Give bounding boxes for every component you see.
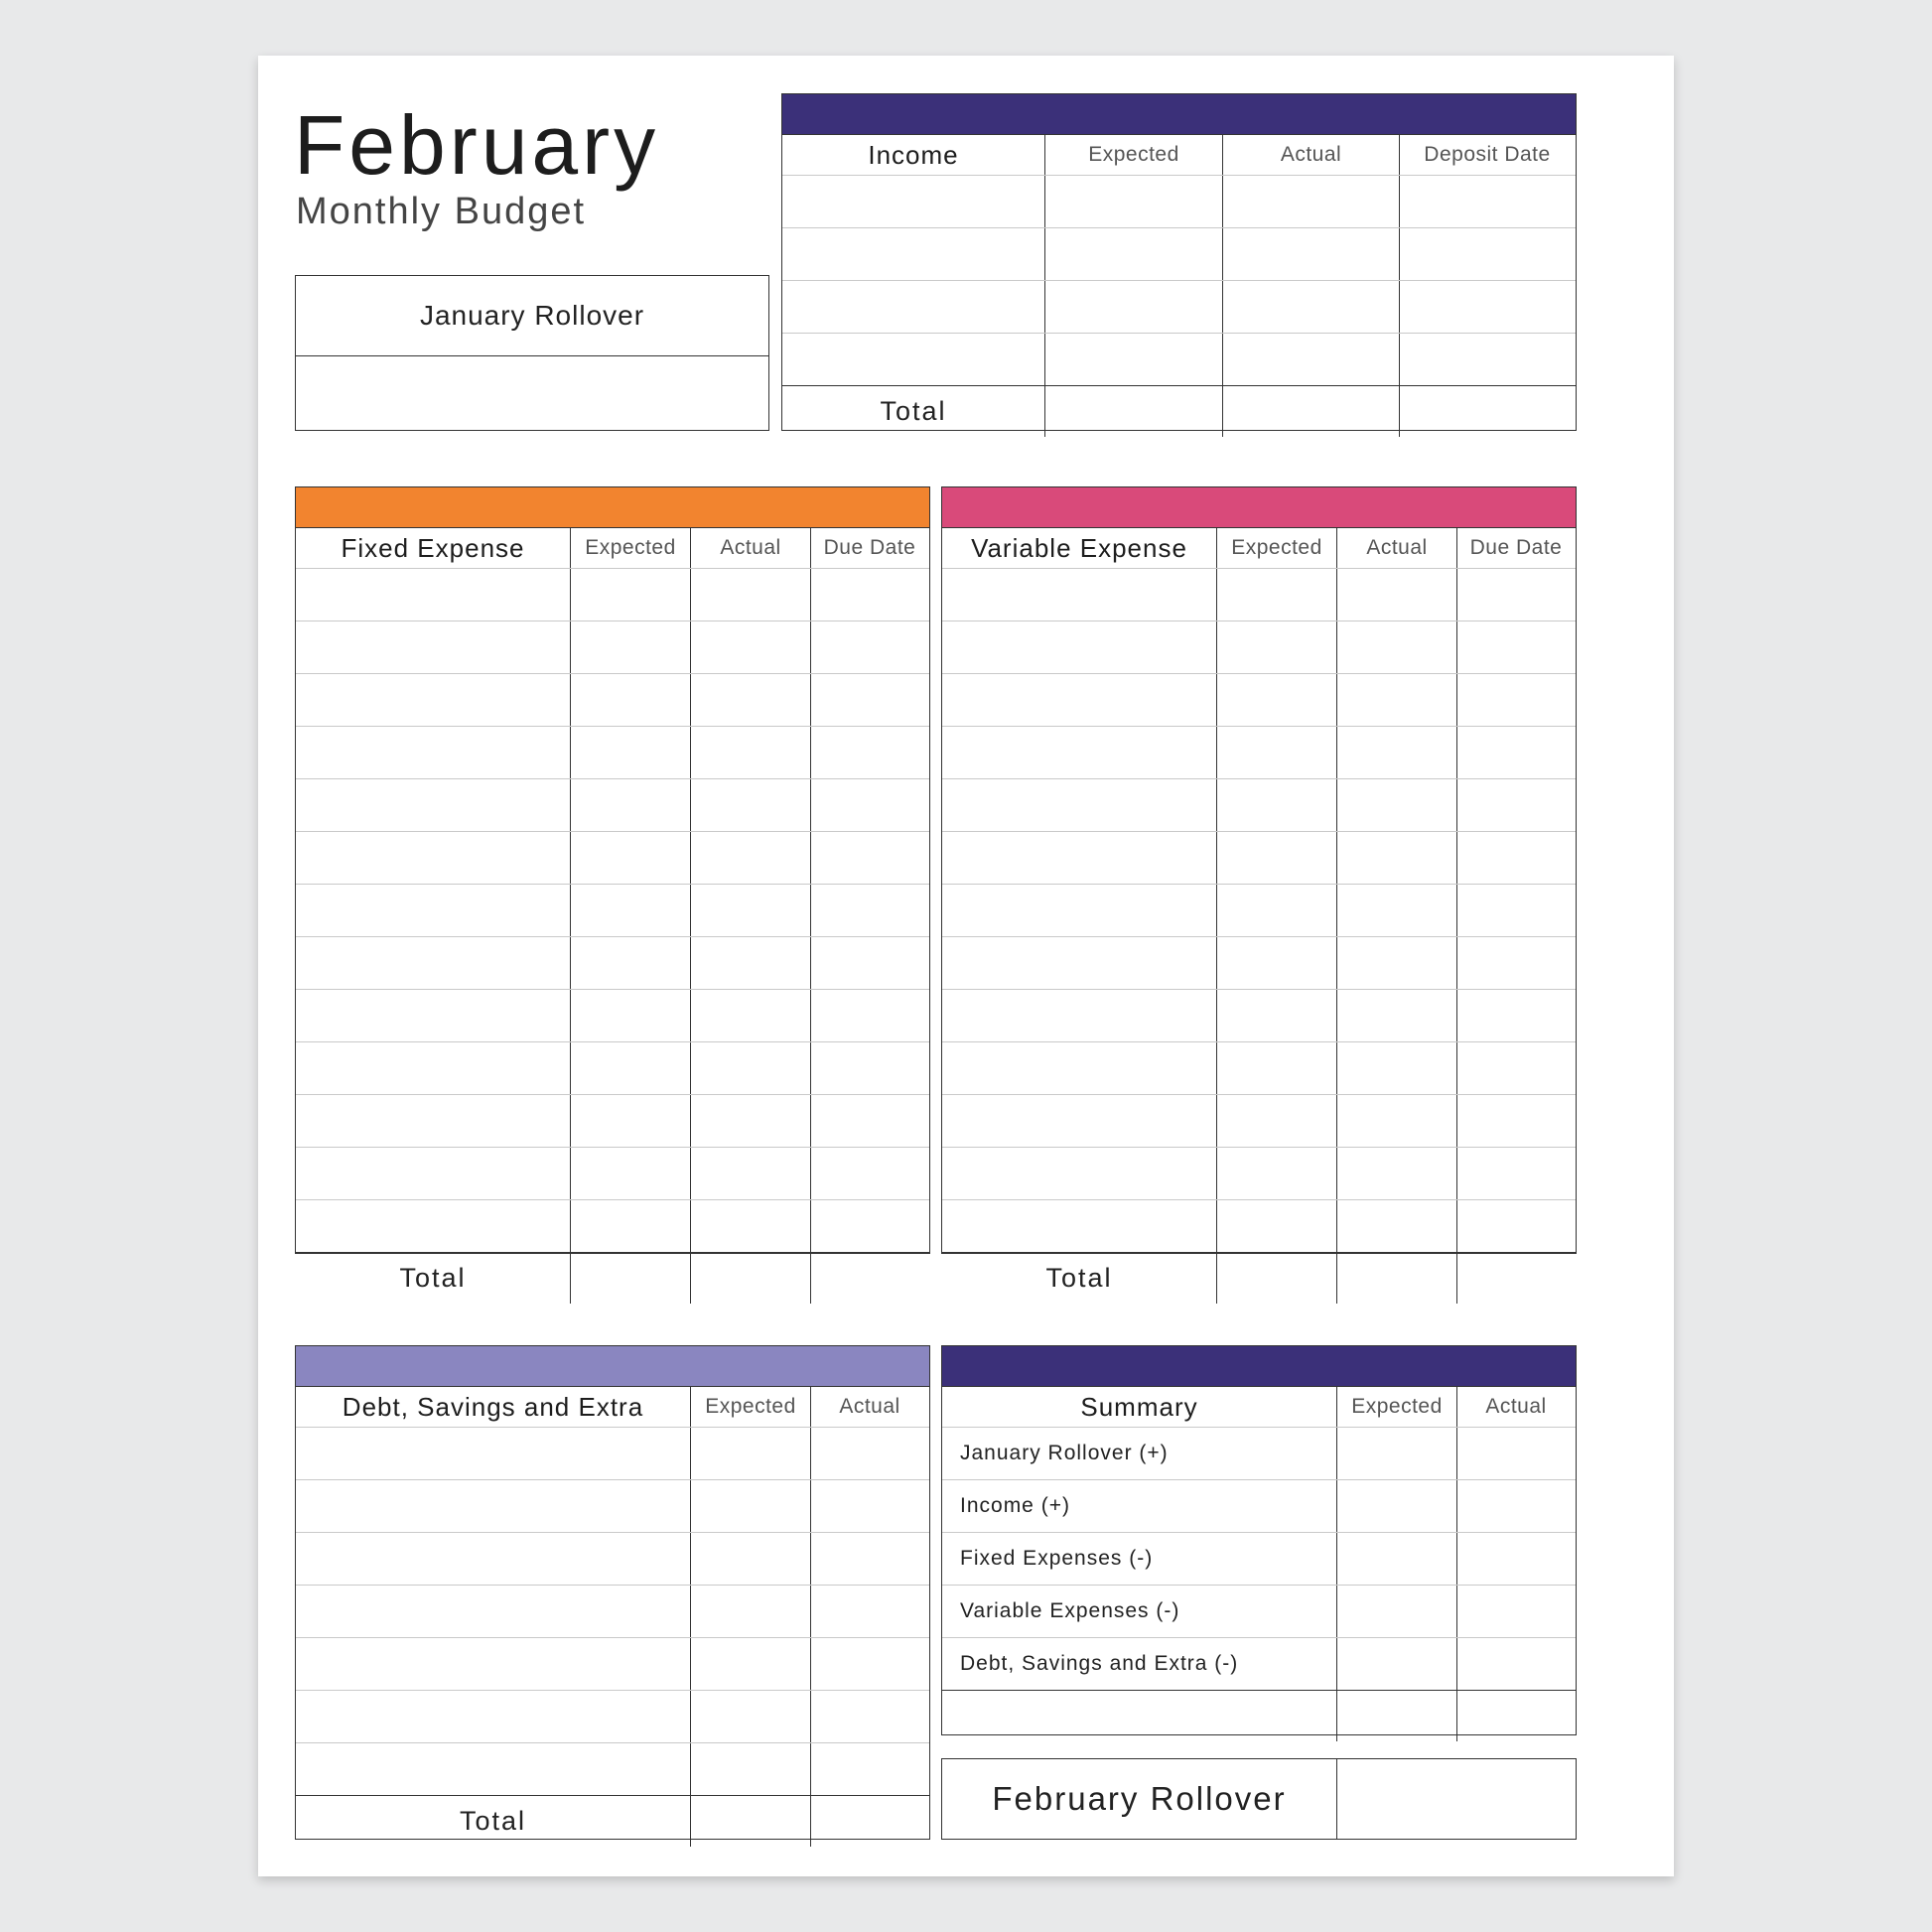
- summary-value-cell[interactable]: [1457, 1480, 1575, 1532]
- entry-cell[interactable]: [691, 885, 811, 936]
- entry-cell[interactable]: [1045, 176, 1223, 227]
- summary-row: [942, 1533, 1576, 1586]
- entry-cell[interactable]: [811, 1480, 928, 1532]
- entry-cell[interactable]: [296, 1533, 691, 1585]
- entry-cell[interactable]: [571, 674, 691, 726]
- actual-col-header: Actual: [839, 1395, 900, 1418]
- entry-cell[interactable]: [1400, 176, 1575, 227]
- summary-value-cell[interactable]: [1337, 1533, 1457, 1585]
- entry-cell[interactable]: [811, 727, 928, 778]
- entry-row: [296, 990, 929, 1042]
- entry-cell[interactable]: [571, 1148, 691, 1199]
- summary-item-label: Income (+): [942, 1480, 1337, 1532]
- debt-col-header: Debt, Savings and Extra: [296, 1387, 691, 1427]
- actual-col-header: Actual: [1223, 135, 1400, 175]
- entry-cell[interactable]: [691, 1480, 811, 1532]
- entry-cell[interactable]: [296, 621, 571, 673]
- entry-cell[interactable]: [1337, 832, 1457, 884]
- entry-cell[interactable]: [1457, 1200, 1575, 1252]
- deposit-date-col-header: Deposit Date: [1424, 143, 1551, 166]
- entry-cell[interactable]: [691, 937, 811, 989]
- entry-cell[interactable]: [296, 1586, 691, 1637]
- entry-cell[interactable]: [942, 1148, 1217, 1199]
- entry-cell[interactable]: [942, 990, 1217, 1041]
- entry-cell[interactable]: [942, 621, 1217, 673]
- total-cell[interactable]: [691, 1253, 811, 1304]
- income-table: [781, 93, 1577, 431]
- entry-cell[interactable]: [1223, 176, 1400, 227]
- entry-cell[interactable]: [1457, 779, 1575, 831]
- entry-row: [942, 937, 1576, 990]
- total-cell[interactable]: [1217, 1253, 1337, 1304]
- entry-cell[interactable]: [1400, 228, 1575, 280]
- entry-cell[interactable]: [811, 674, 928, 726]
- entry-cell[interactable]: [691, 1095, 811, 1147]
- summary-item-label: Debt, Savings and Extra (-): [942, 1638, 1337, 1690]
- entry-cell[interactable]: [1223, 334, 1400, 385]
- entry-cell[interactable]: [1337, 1095, 1457, 1147]
- january-rollover-label: January Rollover: [296, 276, 768, 356]
- entry-cell[interactable]: [1217, 621, 1337, 673]
- entry-cell[interactable]: [1045, 228, 1223, 280]
- entry-row: [942, 1095, 1576, 1148]
- entry-cell[interactable]: [691, 727, 811, 778]
- entry-row: [942, 990, 1576, 1042]
- total-cell[interactable]: [1457, 1253, 1575, 1304]
- entry-cell[interactable]: [1337, 990, 1457, 1041]
- expected-col-header: Expected: [1337, 1387, 1457, 1427]
- entry-cell[interactable]: [1217, 727, 1337, 778]
- entry-cell[interactable]: [1217, 832, 1337, 884]
- variable-body: [942, 569, 1576, 1252]
- entry-cell[interactable]: [691, 1743, 811, 1795]
- entry-cell[interactable]: [942, 569, 1217, 621]
- entry-cell[interactable]: [691, 1042, 811, 1094]
- entry-row: [296, 885, 929, 937]
- entry-cell[interactable]: [691, 832, 811, 884]
- entry-cell[interactable]: [691, 1638, 811, 1690]
- entry-row: [296, 937, 929, 990]
- entry-row: [296, 779, 929, 832]
- variable-expense-col-header: Variable Expense: [942, 528, 1217, 568]
- entry-cell[interactable]: [571, 779, 691, 831]
- entry-cell[interactable]: [296, 1148, 571, 1199]
- variable-color-bar: [942, 487, 1576, 528]
- entry-cell[interactable]: [811, 1533, 928, 1585]
- entry-cell[interactable]: [811, 1148, 928, 1199]
- entry-cell[interactable]: [571, 727, 691, 778]
- entry-row: [296, 1042, 929, 1095]
- entry-cell[interactable]: [571, 1095, 691, 1147]
- income-col-header: Income: [782, 135, 1045, 175]
- entry-row: [296, 1095, 929, 1148]
- entry-row: [296, 1638, 929, 1691]
- entry-cell[interactable]: [296, 1095, 571, 1147]
- fixed-expense-col-header: Fixed Expense: [296, 528, 571, 568]
- entry-cell[interactable]: [571, 885, 691, 936]
- entry-row: [296, 1148, 929, 1200]
- actual-col-header: Actual: [1337, 528, 1457, 568]
- entry-cell[interactable]: [691, 1200, 811, 1252]
- entry-cell[interactable]: [296, 937, 571, 989]
- entry-row: [782, 176, 1576, 228]
- entry-cell[interactable]: [1337, 779, 1457, 831]
- budget-page: [258, 56, 1674, 1876]
- entry-cell[interactable]: [1223, 281, 1400, 333]
- total-cell[interactable]: [811, 1253, 928, 1304]
- entry-cell[interactable]: [691, 1533, 811, 1585]
- entry-row: [782, 281, 1576, 334]
- summary-col-header: Summary: [942, 1387, 1337, 1427]
- entry-row: [296, 1428, 929, 1480]
- entry-row: [296, 569, 929, 621]
- entry-cell[interactable]: [1217, 569, 1337, 621]
- entry-cell[interactable]: [811, 621, 928, 673]
- entry-row: [296, 1691, 929, 1743]
- entry-cell[interactable]: [1457, 621, 1575, 673]
- entry-cell[interactable]: [691, 1586, 811, 1637]
- entry-cell[interactable]: [811, 1095, 928, 1147]
- entry-cell[interactable]: [691, 621, 811, 673]
- entry-cell[interactable]: [296, 1743, 691, 1795]
- entry-row: [942, 1042, 1576, 1095]
- entry-row: [296, 832, 929, 885]
- debt-total-row: [296, 1795, 929, 1847]
- debt-savings-table: [295, 1345, 930, 1840]
- entry-cell[interactable]: [296, 1691, 691, 1742]
- entry-row: [296, 727, 929, 779]
- entry-cell[interactable]: [1337, 621, 1457, 673]
- entry-cell[interactable]: [1045, 281, 1223, 333]
- fixed-color-bar: [296, 487, 929, 528]
- entry-row: [942, 727, 1576, 779]
- page-subtitle: Monthly Budget: [296, 191, 587, 232]
- entry-cell[interactable]: [1457, 569, 1575, 621]
- entry-cell[interactable]: [691, 1691, 811, 1742]
- entry-cell[interactable]: [811, 1042, 928, 1094]
- entry-cell[interactable]: [1217, 937, 1337, 989]
- summary-value-cell[interactable]: [1457, 1638, 1575, 1690]
- entry-cell[interactable]: [691, 569, 811, 621]
- entry-cell[interactable]: [1217, 1148, 1337, 1199]
- entry-cell[interactable]: [1400, 281, 1575, 333]
- entry-cell[interactable]: [1045, 334, 1223, 385]
- entry-cell[interactable]: [782, 281, 1045, 333]
- expected-col-header: Expected: [1045, 135, 1223, 175]
- entry-cell[interactable]: [811, 1638, 928, 1690]
- entry-cell[interactable]: [1457, 885, 1575, 936]
- entry-cell[interactable]: [571, 621, 691, 673]
- entry-row: [296, 1480, 929, 1533]
- entry-cell[interactable]: [942, 832, 1217, 884]
- entry-cell[interactable]: [1457, 674, 1575, 726]
- expected-col-header: Expected: [1217, 528, 1337, 568]
- summary-value-cell[interactable]: [1337, 1480, 1457, 1532]
- total-label: Total: [296, 1253, 571, 1304]
- summary-table: [941, 1345, 1577, 1735]
- summary-value-cell[interactable]: [1457, 1586, 1575, 1637]
- entry-cell[interactable]: [942, 937, 1217, 989]
- entry-row: [296, 1586, 929, 1638]
- entry-row: [942, 779, 1576, 832]
- entry-cell[interactable]: [691, 990, 811, 1041]
- entry-cell[interactable]: [1457, 727, 1575, 778]
- entry-cell[interactable]: [571, 1042, 691, 1094]
- fixed-header-row: [296, 528, 929, 569]
- debt-header-row: [296, 1387, 929, 1428]
- entry-cell[interactable]: [296, 1480, 691, 1532]
- entry-row: [942, 621, 1576, 674]
- summary-value-cell[interactable]: [1457, 1428, 1575, 1479]
- fixed-body: [296, 569, 929, 1252]
- entry-cell[interactable]: [1217, 674, 1337, 726]
- entry-cell[interactable]: [1223, 228, 1400, 280]
- entry-cell[interactable]: [942, 1200, 1217, 1252]
- january-rollover-field[interactable]: [296, 356, 768, 431]
- summary-row: [942, 1586, 1576, 1638]
- entry-cell[interactable]: [296, 727, 571, 778]
- entry-row: [942, 1200, 1576, 1252]
- entry-cell[interactable]: [942, 674, 1217, 726]
- entry-row: [296, 1200, 929, 1252]
- entry-cell[interactable]: [811, 1428, 928, 1479]
- variable-total-row: [942, 1252, 1576, 1304]
- entry-cell[interactable]: [811, 990, 928, 1041]
- entry-cell[interactable]: [1337, 1200, 1457, 1252]
- total-cell[interactable]: [1337, 1253, 1457, 1304]
- entry-cell[interactable]: [1337, 1042, 1457, 1094]
- entry-cell[interactable]: [1217, 990, 1337, 1041]
- entry-cell[interactable]: [1457, 1148, 1575, 1199]
- page-title: February: [294, 98, 660, 192]
- january-rollover-box: [295, 275, 769, 431]
- income-color-bar: [782, 94, 1576, 135]
- summary-value-cell[interactable]: [1337, 1428, 1457, 1479]
- entry-cell[interactable]: [296, 1200, 571, 1252]
- entry-cell[interactable]: [1400, 334, 1575, 385]
- total-cell[interactable]: [1400, 386, 1575, 437]
- entry-cell[interactable]: [1217, 885, 1337, 936]
- entry-cell[interactable]: [1457, 832, 1575, 884]
- entry-cell[interactable]: [296, 674, 571, 726]
- summary-item-label: Fixed Expenses (-): [942, 1533, 1337, 1585]
- entry-cell[interactable]: [571, 832, 691, 884]
- entry-cell[interactable]: [296, 779, 571, 831]
- entry-row: [942, 674, 1576, 727]
- entry-row: [782, 228, 1576, 281]
- total-cell[interactable]: [811, 1796, 928, 1847]
- entry-cell[interactable]: [782, 334, 1045, 385]
- summary-body: [942, 1428, 1576, 1690]
- entry-cell[interactable]: [571, 569, 691, 621]
- entry-cell[interactable]: [942, 727, 1217, 778]
- total-cell[interactable]: [1045, 386, 1223, 437]
- due-date-col-header: Due Date: [1469, 536, 1563, 559]
- summary-value-cell[interactable]: [1337, 1586, 1457, 1637]
- summary-result-cell[interactable]: [942, 1691, 1337, 1741]
- entry-cell[interactable]: [811, 779, 928, 831]
- february-rollover-box: [941, 1758, 1577, 1840]
- income-body: [782, 176, 1576, 385]
- entry-cell[interactable]: [691, 1148, 811, 1199]
- summary-header-row: [942, 1387, 1576, 1428]
- entry-cell[interactable]: [296, 569, 571, 621]
- income-total-row: [782, 385, 1576, 437]
- entry-cell[interactable]: [1337, 569, 1457, 621]
- summary-row: [942, 1638, 1576, 1690]
- entry-row: [296, 674, 929, 727]
- entry-cell[interactable]: [1217, 1200, 1337, 1252]
- entry-cell[interactable]: [691, 674, 811, 726]
- total-cell[interactable]: [691, 1796, 811, 1847]
- entry-cell[interactable]: [811, 885, 928, 936]
- entry-cell[interactable]: [942, 779, 1217, 831]
- entry-cell[interactable]: [811, 1586, 928, 1637]
- entry-row: [296, 1743, 929, 1795]
- summary-result-cell[interactable]: [1337, 1691, 1457, 1741]
- entry-cell[interactable]: [942, 1095, 1217, 1147]
- fixed-total-row: [296, 1252, 929, 1304]
- entry-cell[interactable]: [1217, 779, 1337, 831]
- entry-cell[interactable]: [1217, 1095, 1337, 1147]
- february-rollover-label: February Rollover: [942, 1759, 1337, 1839]
- entry-row: [782, 334, 1576, 385]
- entry-cell[interactable]: [1337, 885, 1457, 936]
- entry-cell[interactable]: [1337, 674, 1457, 726]
- summary-row: [942, 1480, 1576, 1533]
- entry-cell[interactable]: [782, 176, 1045, 227]
- variable-header-row: [942, 528, 1576, 569]
- debt-body: [296, 1428, 929, 1795]
- entry-cell[interactable]: [296, 832, 571, 884]
- actual-col-header: Actual: [1485, 1395, 1547, 1418]
- entry-row: [296, 1533, 929, 1586]
- entry-row: [942, 1148, 1576, 1200]
- entry-row: [942, 832, 1576, 885]
- debt-color-bar: [296, 1346, 929, 1387]
- summary-result-row: [942, 1690, 1576, 1741]
- entry-cell[interactable]: [571, 1200, 691, 1252]
- entry-cell[interactable]: [1337, 727, 1457, 778]
- total-cell[interactable]: [1223, 386, 1400, 437]
- entry-cell[interactable]: [1217, 1042, 1337, 1094]
- summary-color-bar: [942, 1346, 1576, 1387]
- entry-cell[interactable]: [811, 832, 928, 884]
- entry-cell[interactable]: [691, 1428, 811, 1479]
- february-rollover-field[interactable]: [1337, 1759, 1576, 1839]
- entry-cell[interactable]: [571, 990, 691, 1041]
- expected-col-header: Expected: [571, 528, 691, 568]
- entry-cell[interactable]: [811, 569, 928, 621]
- entry-cell[interactable]: [296, 1042, 571, 1094]
- entry-cell[interactable]: [1457, 937, 1575, 989]
- summary-row: [942, 1428, 1576, 1480]
- entry-cell[interactable]: [811, 1691, 928, 1742]
- total-label: Total: [296, 1796, 691, 1847]
- entry-row: [942, 569, 1576, 621]
- entry-cell[interactable]: [296, 1638, 691, 1690]
- summary-item-label: Variable Expenses (-): [942, 1586, 1337, 1637]
- entry-row: [942, 885, 1576, 937]
- variable-expense-table: [941, 486, 1577, 1293]
- entry-cell[interactable]: [296, 885, 571, 936]
- entry-cell[interactable]: [1457, 990, 1575, 1041]
- total-cell[interactable]: [571, 1253, 691, 1304]
- due-date-col-header: Due Date: [823, 536, 916, 559]
- fixed-expense-table: [295, 486, 930, 1293]
- entry-row: [296, 621, 929, 674]
- actual-col-header: Actual: [691, 528, 811, 568]
- entry-cell[interactable]: [782, 228, 1045, 280]
- entry-cell[interactable]: [1337, 937, 1457, 989]
- summary-item-label: January Rollover (+): [942, 1428, 1337, 1479]
- entry-cell[interactable]: [296, 990, 571, 1041]
- entry-cell[interactable]: [1337, 1148, 1457, 1199]
- entry-cell[interactable]: [1457, 1042, 1575, 1094]
- entry-cell[interactable]: [1457, 1095, 1575, 1147]
- summary-value-cell[interactable]: [1337, 1638, 1457, 1690]
- entry-cell[interactable]: [942, 1042, 1217, 1094]
- expected-col-header: Expected: [691, 1387, 811, 1427]
- entry-cell[interactable]: [811, 1743, 928, 1795]
- entry-cell[interactable]: [296, 1428, 691, 1479]
- entry-cell[interactable]: [811, 937, 928, 989]
- entry-cell[interactable]: [811, 1200, 928, 1252]
- entry-cell[interactable]: [942, 885, 1217, 936]
- entry-cell[interactable]: [571, 937, 691, 989]
- entry-cell[interactable]: [691, 779, 811, 831]
- summary-value-cell[interactable]: [1457, 1533, 1575, 1585]
- income-header-row: [782, 135, 1576, 176]
- total-label: Total: [782, 386, 1045, 437]
- total-label: Total: [942, 1253, 1217, 1304]
- summary-result-cell[interactable]: [1457, 1691, 1575, 1741]
